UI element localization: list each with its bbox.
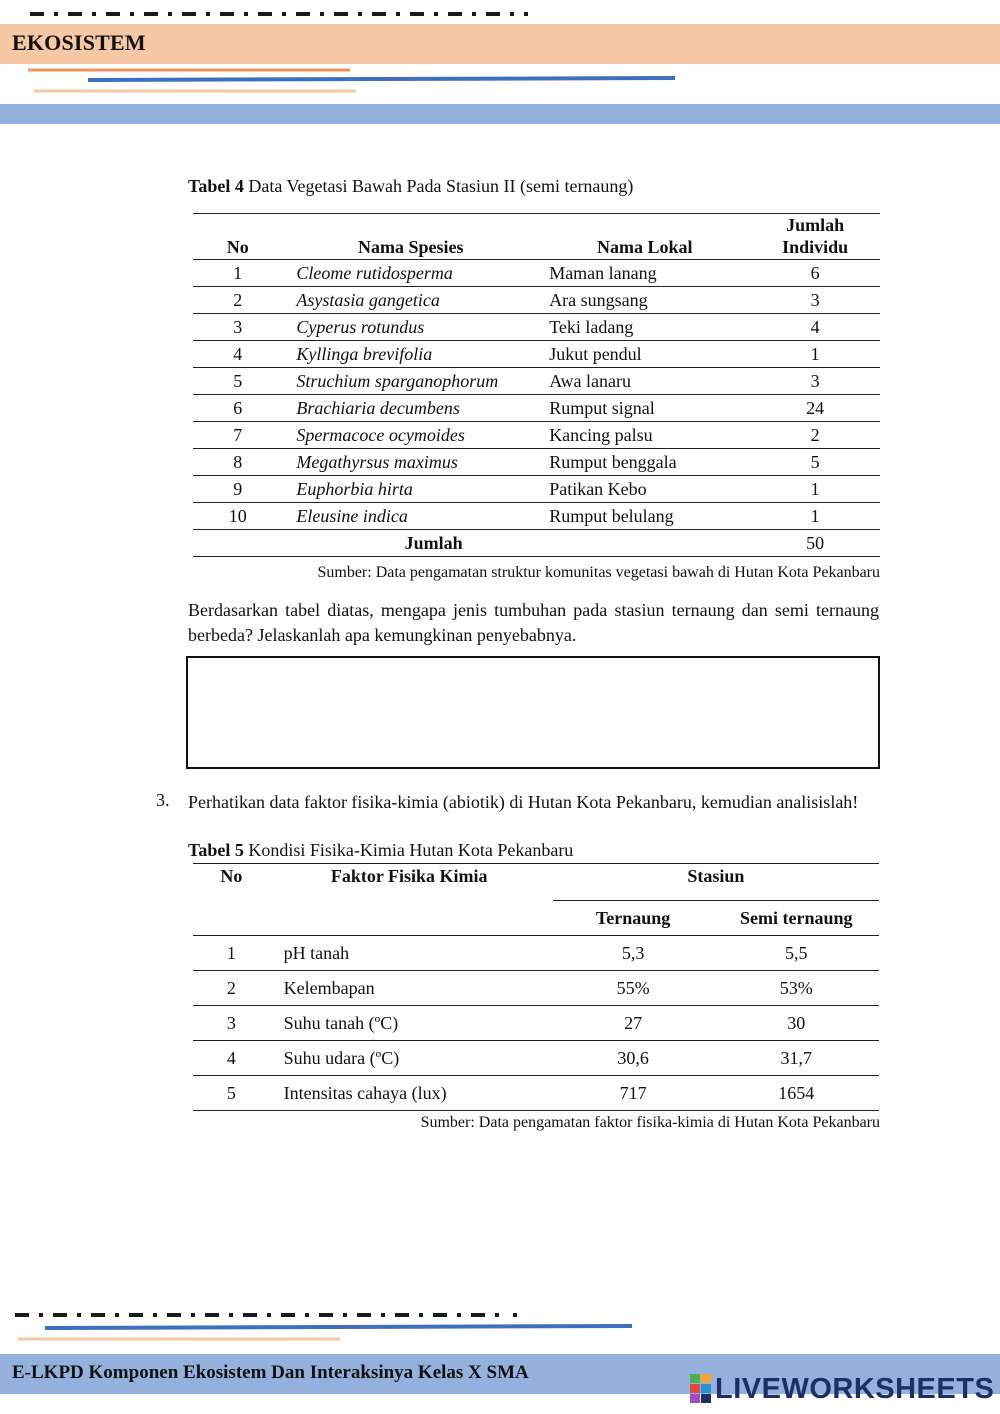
table-row [193,1041,879,1076]
table-total-row [193,530,880,557]
cell-no: 3 [193,1006,270,1041]
cell-semi: 53% [713,971,879,1006]
cell-local: Jukut pendul [543,341,750,368]
header-blue-band [0,104,1000,124]
table-row [193,395,880,422]
cell-shaded: 5,3 [553,936,714,971]
cell-species: Kyllinga brevifolia [282,341,543,368]
question3-number: 3. [156,790,170,810]
cell-species: Megathyrsus maximus [282,449,543,476]
cell-shaded: 27 [553,1006,714,1041]
cell-semi: 30 [713,1006,879,1041]
table-row [193,1006,879,1041]
cell-semi: 1654 [713,1076,879,1111]
cell-local: Rumput belulang [543,503,750,530]
liveworksheets-logo [690,1372,994,1406]
cell-count: 6 [750,260,880,287]
cell-no: 4 [193,1041,270,1076]
table4-caption: Tabel 4 Data Vegetasi Bawah Pada Stasiun II (semi ternaung) [188,176,634,196]
cell-no: 2 [193,971,270,1006]
cell-factor: pH tanah [270,936,553,971]
cell-species: Spermacoce ocymoides [282,422,543,449]
cell-no: 4 [193,341,282,368]
cell-count: 3 [750,368,880,395]
table-row [193,503,880,530]
liveworksheets-logo-text: LIVEWORKSHEETS [715,1372,995,1405]
table-row [193,260,880,287]
table-row [193,449,880,476]
footer-dash-pattern [15,1311,525,1319]
cell-local: Rumput signal [543,395,750,422]
question-text: Berdasarkan tabel diatas, mengapa jenis tumbuhan pada stasiun ternaung dan semi ternaung berbeda? Jelaskanlah apa kemungkinan penyebabnya. [188,600,879,645]
cell-count: 5 [750,449,880,476]
cell-shaded: 30,6 [553,1041,714,1076]
cell-shaded: 717 [553,1076,714,1111]
col-header-count: Jumlah Individu [750,214,880,260]
liveworksheets-icon [690,1374,712,1404]
total-label: Jumlah [193,530,750,557]
cell-species: Eleusine indica [282,503,543,530]
table-subheader-row [193,901,879,936]
table-row [193,422,880,449]
col-header-factor: Faktor Fisika Kimia [270,864,553,901]
table-row [193,971,879,1006]
table-row [193,287,880,314]
cell-factor: Suhu tanah (ºC) [270,1006,553,1041]
cell-local: Rumput benggala [543,449,750,476]
cell-no: 2 [193,287,282,314]
cell-species: Cleome rutidosperma [282,260,543,287]
table-row [193,1076,879,1111]
cell-no: 5 [193,1076,270,1111]
cell-local: Kancing palsu [543,422,750,449]
cell-no: 6 [193,395,282,422]
question3-text: Perhatikan data faktor fisika-kimia (abiotik) di Hutan Kota Pekanbaru, kemudian analisislah! [188,792,859,812]
cell-no: 8 [193,449,282,476]
footer-decorative-lines [0,1320,1000,1346]
total-value: 50 [750,530,880,557]
table4-vegetation [193,213,880,557]
cell-local: Awa lanaru [543,368,750,395]
cell-no: 10 [193,503,282,530]
cell-local: Teki ladang [543,314,750,341]
cell-local: Maman lanang [543,260,750,287]
cell-no: 1 [193,936,270,971]
cell-count: 1 [750,503,880,530]
table-row [193,314,880,341]
table-row [193,368,880,395]
cell-count: 3 [750,287,880,314]
col-header-station: Stasiun [553,864,879,901]
cell-count: 1 [750,341,880,368]
cell-no: 7 [193,422,282,449]
table-row [193,341,880,368]
page-title: EKOSISTEM [12,30,146,55]
table-row [193,476,880,503]
header-decorative-lines [0,64,1000,104]
header-dash-pattern [30,10,535,18]
cell-factor: Intensitas cahaya (lux) [270,1076,553,1111]
col-header-species: Nama Spesies [282,214,543,260]
cell-species: Asystasia gangetica [282,287,543,314]
cell-species: Euphorbia hirta [282,476,543,503]
cell-no: 9 [193,476,282,503]
cell-species: Cyperus rotundus [282,314,543,341]
cell-factor: Kelembapan [270,971,553,1006]
cell-species: Struchium sparganophorum [282,368,543,395]
cell-factor: Suhu udara (ºC) [270,1041,553,1076]
table-header-row [193,864,879,901]
cell-no: 5 [193,368,282,395]
title-band [0,24,1000,64]
col-header-no: No [193,864,270,901]
cell-semi: 5,5 [713,936,879,971]
table5-physicochemical [193,863,879,1111]
cell-local: Patikan Kebo [543,476,750,503]
col-header-no: No [193,214,282,260]
cell-no: 1 [193,260,282,287]
table5-source: Sumber: Data pengamatan faktor fisika-kimia di Hutan Kota Pekanbaru [420,1114,880,1131]
table4-source: Sumber: Data pengamatan struktur komunitas vegetasi bawah di Hutan Kota Pekanbaru [317,564,880,581]
cell-count: 1 [750,476,880,503]
table5-caption: Tabel 5 Kondisi Fisika-Kimia Hutan Kota Pekanbaru [188,840,574,860]
table-row [193,936,879,971]
cell-local: Ara sungsang [543,287,750,314]
table-header-row [193,214,880,260]
answer-textbox[interactable] [186,656,880,769]
col-header-semi-shaded: Semi ternaung [713,901,879,936]
cell-no: 3 [193,314,282,341]
cell-species: Brachiaria decumbens [282,395,543,422]
cell-shaded: 55% [553,971,714,1006]
cell-count: 24 [750,395,880,422]
cell-count: 2 [750,422,880,449]
footer-text: E-LKPD Komponen Ekosistem Dan Interaksinya Kelas X SMA [12,1362,529,1383]
cell-semi: 31,7 [713,1041,879,1076]
col-header-shaded: Ternaung [553,901,714,936]
col-header-local: Nama Lokal [543,214,750,260]
cell-count: 4 [750,314,880,341]
